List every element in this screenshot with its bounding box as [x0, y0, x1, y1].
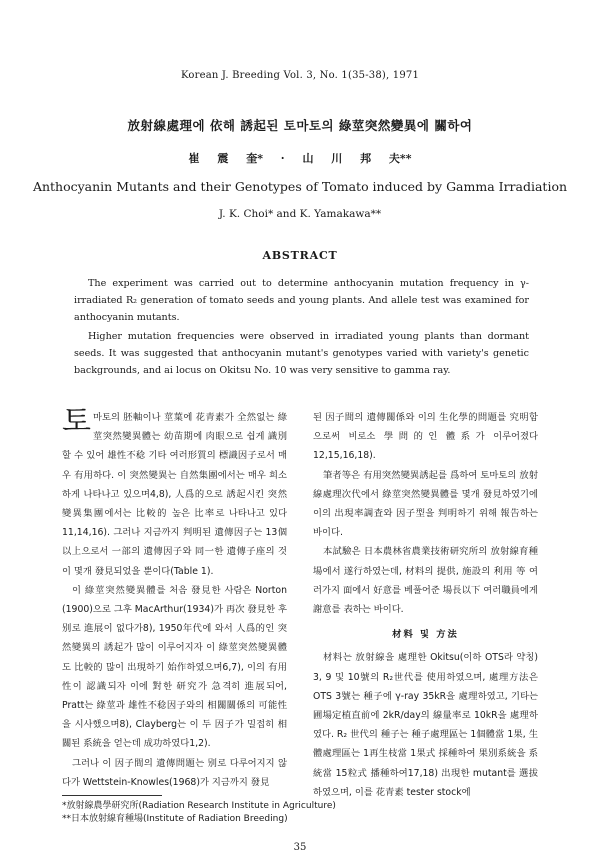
section-heading: 材料 및 方法 [392, 629, 459, 641]
abstract-paragraph-1 [74, 275, 529, 326]
footnote-1: *放射線農學研究所(Radiation Research Institute in Agriculture) [62, 801, 336, 811]
body-paragraph: 材料는 放射線을 處理한 Okitsu(이하 OTS라 약칭) 3, 9 및 10號의 R₂世代를 使用하였으며, 處理方法은 OTS 3號는 種子에 γ-ray 35kR을 處理하였고, 기타는 圃場定植直前에 2kR/day의 線量率로 10kR을 處理하였다. R₂ 世代의 種子는 種子處理區는 1個體當 1果, 生體處理區는 1再生枝當 1果式 採種하여 果別系統을 系統當 15粒式 播種하여17,18) 出現한 mutant를 選拔하였으며, 이를 花青素 tester stock에 [313, 652, 538, 798]
footnote-2: **日本放射線育種場(Institute of Radiation Breeding) [62, 814, 288, 824]
authors-english: J. K. Choi* and K. Yamakawa** [218, 208, 382, 220]
body-column-right [313, 408, 538, 802]
body-text: 마토의 胚軸이나 莖葉에 花青素가 全然없는 綠莖突然變異體는 幼苗期에 肉眼으로 쉽게 識別할 수 있어 雄性不稔 기타 여러形質의 標識因子로서 매우 有用하다. 이 突然變異는 自然集團에서는 매우 희소하게 나타나고 있으며4,8), 人爲的으로 誘起시킨 突然變異集團에서는 比較的 높은 比率로 나타나고 있다 11,14,16). 그러나 지금까지 判明된 遺傳因子는 13個以上으로서 一部의 遺傳因子와 同一한 遺傳子座의 것이 몇개 發見되었을 뿐이다(Table 1). [62, 412, 287, 577]
running-head: Korean J. Breeding Vol. 3, No. 1(35-38), 1971 [180, 70, 420, 81]
abstract-paragraph-2 [74, 328, 529, 379]
drop-cap: 토 [62, 404, 91, 439]
title-english: Anthocyanin Mutants and their Genotypes of Tomato induced by Gamma Irradiation [32, 179, 568, 194]
authors-korean: 崔 震 奎* · 山 川 邦 夫** [188, 152, 412, 165]
body-paragraph: 本試驗은 日本農林省農業技術研究所의 放射線育種場에서 遂行하였는데, 材料의 提供, 施設의 利用 等 여러가지 面에서 好意를 베풀어준 場長以下 여러職員에게 謝意를 表하는 바이다. [313, 546, 538, 616]
body-paragraph: 筆者等은 有用突然變異誘起를 爲하여 토마토의 放射線處理次代에서 綠莖突然變異體를 몇개 發見하였기에 이의 出現率調査와 因子型을 判明하기 위해 報告하는 바이다. [313, 469, 538, 539]
title-korean: 放射線處理에 依해 誘起된 토마토의 綠莖突然變異에 關하여 [127, 118, 473, 133]
footnote-rule [62, 795, 162, 796]
body-paragraph: 그러나 이 因子間의 遺傳問題는 别로 다루어지지 않다가 Wettstein-Knowles(1968)가 지금까지 發見 [62, 757, 287, 788]
body-paragraph: 이 綠莖突然變異體를 처음 發見한 사람은 Norton (1900)으로 그후 MacArthur(1934)가 再次 發見한 후 别로 進展이 없다가8), 1950年代에 와서 人爲的인 突然變異의 誘起가 많이 이루어지자 이 綠莖突然變異體도 比較的 많이 出現하기 始作하였으며6,7), 이의 有用性이 認識되자 이에 對한 研究가 急격히 進展되어, Pratt는 綠莖과 雄性不稔因子와의 相關關係의 可能性을 시사했으며8), Clayberg는 이 두 因子가 밀접히 相關된 系統을 얻는데 成功하였다1,2). [62, 584, 287, 750]
page-number: 35 [293, 842, 307, 853]
abstract-text-1: The experiment was carried out to determine anthocyanin mutation frequency in γ-irradiated R₂ generation of tomato seeds and young plants. And allele test was examined for anthocyanin mutants. [74, 278, 529, 323]
body-paragraph [62, 404, 287, 581]
abstract-text-2: Higher mutation frequencies were observed in irradiated young plants than dormant seeds. It was suggested that anthocyanin mutant's genotypes varied with variety's genetic backgrounds, and ai locus on Okitsu No. 10 was very sensitive to gamma ray. [74, 331, 529, 376]
body-column-left [62, 404, 287, 792]
body-paragraph: 된 因子間의 遺傳關係와 이의 生化學的問題를 究明함으로써 비로소 學問的인 體系가 이루어졌다12,15,16,18). [313, 412, 538, 462]
abstract-heading: ABSTRACT [262, 249, 338, 262]
